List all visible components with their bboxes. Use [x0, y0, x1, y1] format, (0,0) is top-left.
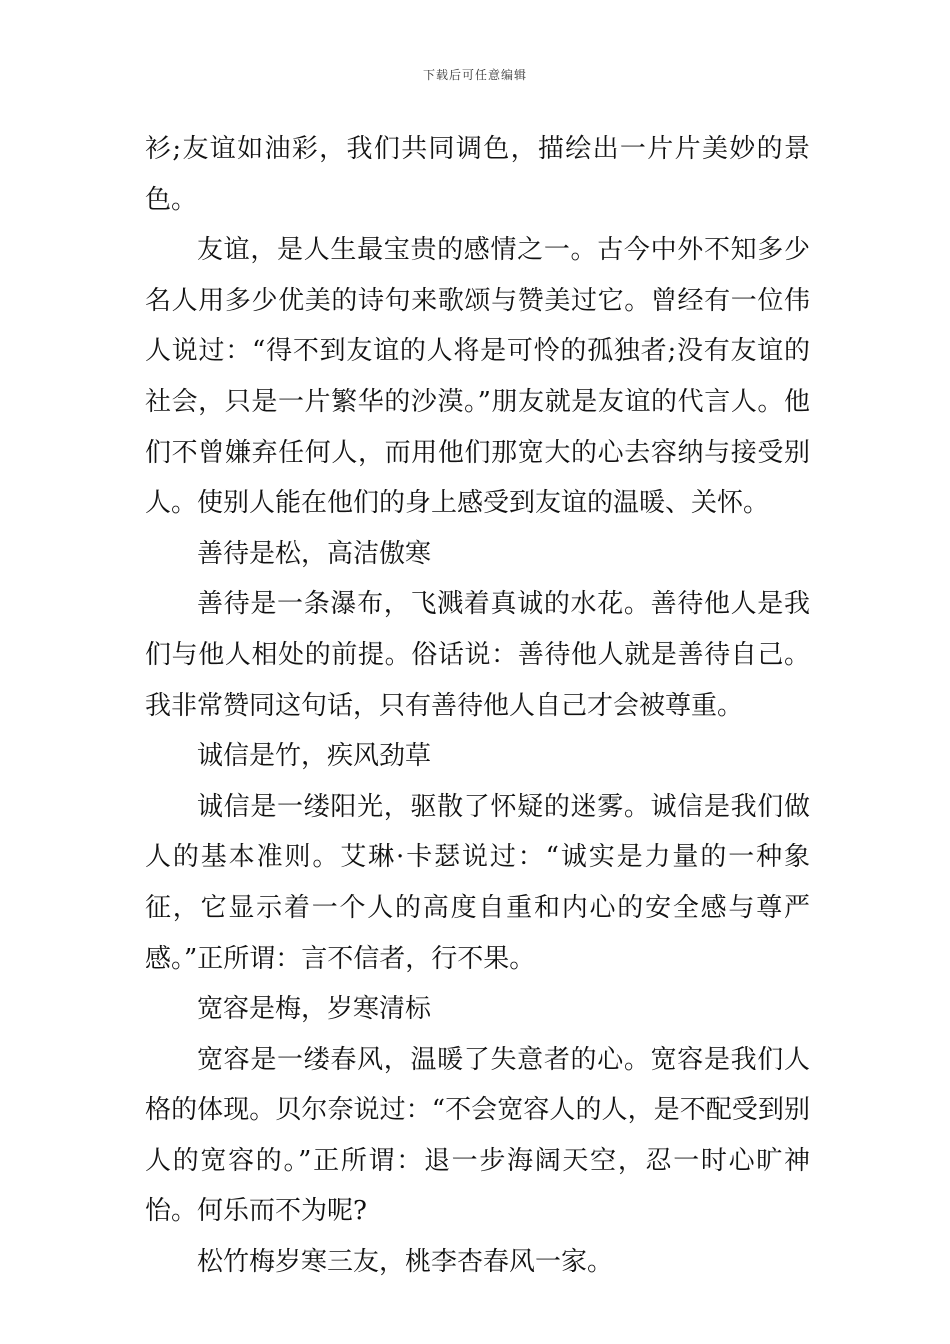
paragraph-closing: 松竹梅岁寒三友，桃李杏春风一家。 — [197, 1247, 614, 1278]
section-heading-honesty: 诚信是竹，疾风劲草 — [197, 741, 432, 772]
page-header: 下载后可任意编辑 — [422, 68, 527, 82]
paragraph-friendship: 友谊，是人生最宝贵的感情之一。古今中外不知多少名人用多少优美的诗句来歌颂与赞美过它。曾经有一位伟人说过：“得不到友谊的人将是可怜的孤独者;没有友谊的社会，只是一片繁华的沙漠。”朋友就是友谊的代言人。他们不曾嫌弃任何人，而用他们那宽大的心去容纳与接受别人。使别人能在他们的身上感受到友谊的温暖、关怀。 — [145, 235, 810, 519]
paragraph-kindness: 善待是一条瀑布，飞溅着真诚的水花。善待他人是我们与他人相处的前提。俗话说：善待他人就是善待自己。我非常赞同这句话，只有善待他人自己才会被尊重。 — [145, 589, 810, 721]
paragraph-honesty: 诚信是一缕阳光，驱散了怀疑的迷雾。诚信是我们做人的基本准则。艾琳·卡瑟说过：“诚实是力量的一种象征，它显示着一个人的高度自重和内心的安全感与尊严感。”正所谓：言不信者，行不果。 — [145, 791, 810, 974]
paragraph-continued: 衫;友谊如油彩，我们共同调色，描绘出一片片美妙的景色。 — [145, 134, 810, 215]
section-heading-kindness: 善待是松，高洁傲寒 — [197, 538, 432, 569]
paragraph-tolerance: 宽容是一缕春风，温暖了失意者的心。宽容是我们人格的体现。贝尔奈说过：“不会宽容人的人，是不配受到别人的宽容的。”正所谓：退一步海阔天空，忍一时心旷神怡。何乐而不为呢? — [145, 1044, 810, 1227]
document-body — [145, 124, 810, 1288]
section-heading-tolerance: 宽容是梅，岁寒清标 — [197, 994, 432, 1025]
